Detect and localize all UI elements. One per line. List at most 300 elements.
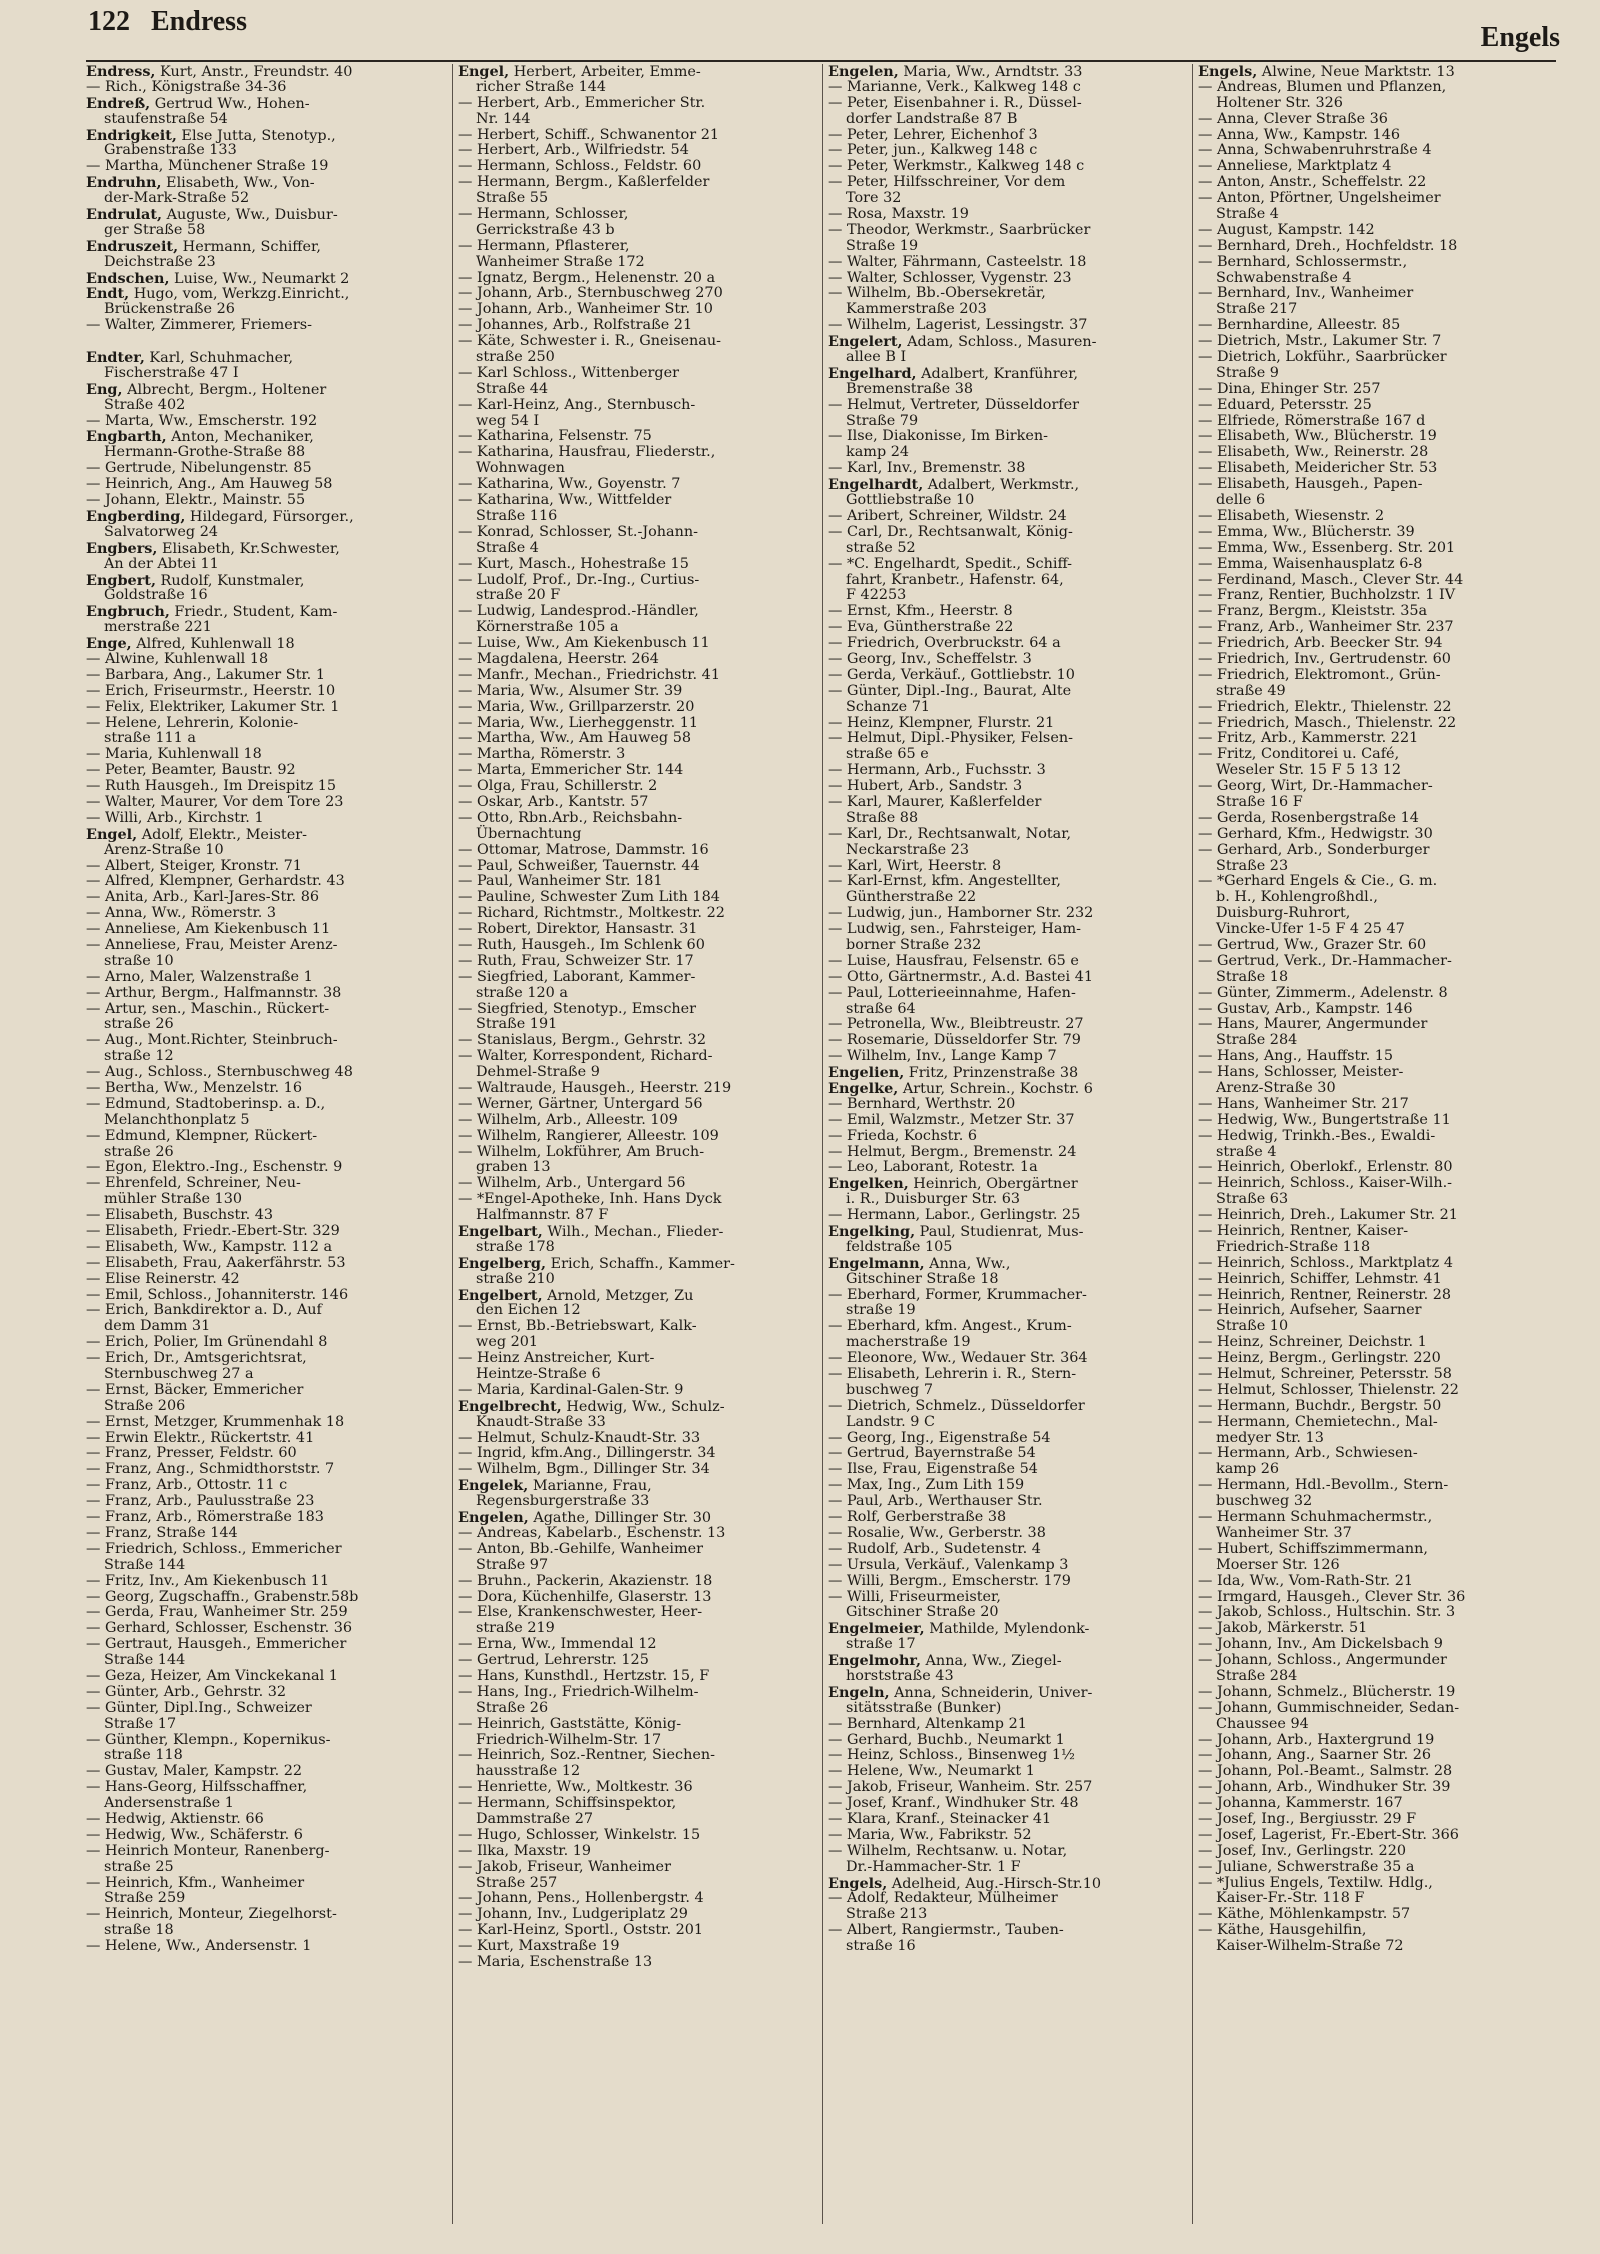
directory-entry-line: — Hermann, Schloss., Feldstr. 60 [458,158,702,175]
directory-entry-line: Landstr. 9 C [846,1413,935,1430]
directory-entry-line: — Heinrich, Dreh., Lakumer Str. 21 [1198,1207,1458,1224]
directory-entry-line: — Elisabeth, Buschstr. 43 [86,1207,274,1224]
directory-entry-line: — Hubert, Schiffszimmermann, [1198,1540,1428,1557]
directory-entry-line: — Anna, Schwabenruhrstraße 4 [1198,142,1432,159]
directory-entry-line: Engelek, Marianne, Frau, [458,1477,652,1495]
directory-entry-line: — Ehrenfeld, Schreiner, Neu- [86,1175,301,1192]
directory-entry-line: — Fritz, Inv., Am Kiekenbusch 11 [86,1572,330,1589]
directory-entry-line: Halfmannstr. 87 F [476,1207,609,1224]
directory-entry-line: — Oskar, Arb., Kantstr. 57 [458,793,649,810]
directory-entry-line: — Elisabeth, Frau, Aakerfährstr. 53 [86,1254,346,1271]
directory-entry-line: Straße 284 [1216,1032,1298,1049]
directory-entry-line: — Richard, Richtmstr., Moltkestr. 22 [458,905,725,922]
column-divider [452,64,453,2224]
directory-entry-line: — Eberhard, kfm. Angest., Krum- [828,1318,1072,1335]
directory-entry-line: — Ilka, Maxstr. 19 [458,1842,592,1859]
directory-entry-line: — Anita, Arb., Karl-Jares-Str. 86 [86,889,320,906]
directory-entry-line: — Rudolf, Arb., Sudetenstr. 4 [828,1540,1041,1557]
directory-entry-line: — Hubert, Arb., Sandstr. 3 [828,778,1023,795]
directory-entry-line: Engels, Alwine, Neue Marktstr. 13 [1198,64,1455,80]
directory-entry-line: — Alfred, Klempner, Gerhardstr. 43 [86,873,345,890]
directory-entry-line: — Hermann, Schlosser, [458,206,629,223]
directory-entry-line: weg 201 [476,1334,539,1351]
directory-entry-line: — Anton, Bb.-Gehilfe, Wanheimer [458,1540,704,1557]
directory-entry-line: Wanheimer Straße 172 [476,253,645,270]
header-rule [86,60,1556,62]
directory-entry-line: straße 118 [104,1747,183,1764]
directory-entry-line: — Elise Reinerstr. 42 [86,1270,240,1287]
directory-entry-line: Straße 88 [846,809,919,826]
directory-entry-line: Weseler Str. 15 F 5 13 12 [1216,762,1402,779]
directory-entry-line: Engelbert, Arnold, Metzger, Zu [458,1286,694,1304]
directory-entry-line: buschweg 7 [846,1381,933,1398]
directory-entry-line: Endt, Hugo, vom, Werkzg.Einricht., [86,285,350,303]
directory-entry-line: — Friedrich, Overbruckstr. 64 a [828,635,1061,652]
directory-entry-line: Dammstraße 27 [476,1810,594,1827]
directory-entry-line: straße 25 [104,1858,174,1875]
directory-entry-line: Endreß, Gertrud Ww., Hohen- [86,94,310,112]
directory-entry-line: — Hans, Ang., Hauffstr. 15 [1198,1048,1394,1065]
directory-entry-line: — Heinrich, Soz.-Rentner, Siechen- [458,1747,715,1764]
directory-entry-line: straße 19 [846,1302,916,1319]
directory-entry-line: — Konrad, Schlosser, St.-Johann- [458,523,699,540]
directory-entry-line: — Peter, Beamter, Baustr. 92 [86,762,296,779]
directory-entry-line: — Heinz, Schreiner, Deichstr. 1 [1198,1334,1427,1351]
directory-entry-line: Straße 259 [104,1890,186,1907]
directory-entry-line: — Kurt, Masch., Hohestraße 15 [458,555,689,572]
directory-entry-line: Enge, Alfred, Kuhlenwall 18 [86,635,295,653]
directory-entry-line: — Josef, Lagerist, Fr.-Ebert-Str. 366 [1198,1826,1459,1843]
directory-entry-line: merstraße 221 [104,619,212,636]
directory-entry-line: — Wilhelm, Rechtsanw. u. Notar, [828,1842,1068,1859]
directory-entry-line: — Arno, Maler, Walzenstraße 1 [86,968,313,985]
directory-entry-line: Straße 4 [1216,206,1279,223]
directory-entry-line: — Helene, Ww., Neumarkt 1 [828,1763,1035,1780]
directory-entry-line: — Maria, Kuhlenwall 18 [86,746,262,763]
directory-entry-line: — Gustav, Arb., Kampstr. 146 [1198,1000,1413,1017]
directory-entry-line: — Hermann, Arb., Fuchsstr. 3 [828,762,1046,779]
directory-entry-line: — Willi, Friseurmeister, [828,1588,1001,1605]
directory-entry-line: — Heinrich, Gaststätte, König- [458,1715,682,1732]
directory-column-4 [1198,64,1552,1955]
directory-entry-line: — Ilse, Frau, Eigenstraße 54 [828,1461,1038,1478]
directory-entry-line: — Alwine, Kuhlenwall 18 [86,650,269,667]
directory-entry-line: — Rolf, Gerberstraße 38 [828,1509,1007,1526]
directory-entry-line: — Aug., Schloss., Sternbuschweg 48 [86,1064,353,1081]
directory-entry-line: — Franz, Arb., Römerstraße 183 [86,1509,324,1526]
directory-entry-line: — Ludwig, jun., Hamborner Str. 232 [828,905,1094,922]
directory-entry-line: — Wilhelm, Arb., Alleestr. 109 [458,1111,678,1128]
directory-entry-line: — Johann, Pol.-Beamt., Salmstr. 28 [1198,1763,1453,1780]
directory-entry-line: — Heinrich, Ang., Am Hauweg 58 [86,476,333,493]
directory-entry-line: straße 20 F [476,587,561,604]
directory-entry-line: — Heinrich, Schloss., Marktplatz 4 [1198,1254,1453,1271]
directory-entry-line: — Wilhelm, Arb., Untergard 56 [458,1175,686,1192]
directory-entry-line: — Franz, Arb., Paulusstraße 23 [86,1493,315,1510]
directory-entry-line: — Gerhard, Buchb., Neumarkt 1 [828,1731,1065,1748]
directory-entry-line: — Eduard, Petersstr. 25 [1198,396,1372,413]
directory-entry-line: — Karl, Dr., Rechtsanwalt, Notar, [828,825,1072,842]
directory-entry-line: — Käte, Schwester i. R., Gneisenau- [458,333,721,350]
directory-entry-line: — Martha, Römerstr. 3 [458,746,626,763]
directory-entry-line: — Josef, Kranf., Windhuker Str. 48 [828,1795,1079,1812]
directory-entry-line: — Karl Schloss., Wittenberger [458,364,680,381]
directory-entry-line: Eng, Albrecht, Bergm., Holtener [86,380,327,398]
directory-entry-line: — Walter, Fährmann, Casteelstr. 18 [828,253,1087,270]
directory-entry-line: — Gerhard, Kfm., Hedwigstr. 30 [1198,825,1433,842]
directory-entry-line: Straße 55 [476,190,549,207]
directory-entry-line: — Martha, Münchener Straße 19 [86,158,329,175]
directory-entry-line: Engelmohr, Anna, Ww., Ziegel- [828,1652,1062,1670]
directory-entry-line: — Helene, Lehrerin, Kolonie- [86,714,299,731]
directory-entry-line: Engel, Adolf, Elektr., Meister- [86,825,307,843]
directory-entry-line: Andersenstraße 1 [104,1795,234,1812]
directory-entry-line: straße 219 [476,1620,555,1637]
directory-entry-line: — Jakob, Schloss., Hultschin. Str. 3 [1198,1604,1456,1621]
column-divider [1192,64,1193,2224]
directory-entry-line: Regensburgerstraße 33 [476,1493,650,1510]
directory-entry-line: Engelert, Adam, Schloss., Masuren- [828,333,1097,351]
directory-entry-line: Sternbuschweg 27 a [104,1366,254,1383]
directory-entry-line: — Albert, Steiger, Kronstr. 71 [86,857,302,874]
directory-entry-line: — Andreas, Kabelarb., Eschenstr. 13 [458,1524,726,1541]
directory-entry-line: — Friedrich, Elektromont., Grün- [1198,666,1441,683]
directory-entry-line: sitätsstraße (Bunker) [846,1699,1002,1716]
directory-entry-line: Engbarth, Anton, Mechaniker, [86,428,314,446]
column-divider [822,64,823,2224]
directory-entry-line: — Bruhn., Packerin, Akazienstr. 18 [458,1572,713,1589]
directory-entry-line: Brückenstraße 26 [104,301,235,318]
directory-entry-line: Engelbrecht, Hedwig, Ww., Schulz- [458,1397,725,1415]
directory-entry-line: — Helmut, Schulz-Knaudt-Str. 33 [458,1429,701,1446]
directory-entry-line: — Wilhelm, Lokführer, Am Bruch- [458,1143,705,1160]
directory-entry-line: — Helmut, Bergm., Bremenstr. 24 [828,1143,1077,1160]
directory-entry-line: — Dietrich, Lokführ., Saarbrücker [1198,349,1447,366]
directory-entry-line: Salvatorweg 24 [104,523,219,540]
directory-entry-line: — Johannes, Arb., Rolfstraße 21 [458,317,693,334]
directory-entry-line: — Hermann, Pflasterer, [458,237,630,254]
directory-entry-line: — Emma, Ww., Blücherstr. 39 [1198,523,1415,540]
directory-entry-line: — Anton, Anstr., Scheffelstr. 22 [1198,174,1427,191]
directory-entry-line: — Anton, Pförtner, Ungelsheimer [1198,190,1441,207]
directory-entry-line: — Jakob, Friseur, Wanheimer [458,1858,671,1875]
directory-entry-line: F 42253 [846,587,907,604]
directory-entry-line: Engelien, Fritz, Prinzenstraße 38 [828,1064,1079,1082]
directory-entry-line: — Johann, Pens., Hollenbergstr. 4 [458,1890,704,1907]
directory-entry-line: Chaussee 94 [1216,1715,1309,1732]
directory-entry-line: Straße 79 [846,412,919,429]
directory-entry-line: — Arthur, Bergm., Halfmannstr. 38 [86,984,342,1001]
directory-entry-line: — *Engel-Apotheke, Inh. Hans Dyck [458,1191,722,1208]
directory-entry-line: — Eleonore, Ww., Wedauer Str. 364 [828,1350,1088,1367]
directory-entry-line: — Leo, Laborant, Rotestr. 1a [828,1159,1038,1176]
directory-entry-line: Engelberg, Erich, Schaffn., Kammer- [458,1254,735,1272]
directory-entry-line: straße 64 [846,1000,916,1017]
directory-entry-line: — Hedwig, Ww., Bungertstraße 11 [1198,1111,1451,1128]
directory-entry-line: Kaiser-Wilhelm-Straße 72 [1216,1938,1404,1955]
directory-entry-line: — Helmut, Dipl.-Physiker, Felsen- [828,730,1073,747]
directory-entry-line: — *Gerhard Engels & Cie., G. m. [1198,873,1438,890]
directory-entry-line: Güntherstraße 22 [846,889,977,906]
directory-entry-line: — Maria, Eschenstraße 13 [458,1953,653,1970]
directory-entry-line: — Johann, Schmelz., Blücherstr. 19 [1198,1683,1456,1700]
directory-entry-line: — Maria, Ww., Grillparzerstr. 20 [458,698,695,715]
directory-entry-line: — Otto, Rbn.Arb., Reichsbahn- [458,809,683,826]
directory-entry-line: — Karl, Wirt, Heerstr. 8 [828,857,1002,874]
directory-entry-line: — Wilhelm, Rangierer, Alleestr. 109 [458,1127,719,1144]
directory-entry-line: — Hermann, Schiffsinspektor, [458,1795,677,1812]
directory-entry-line: — Johann, Gummischneider, Sedan- [1198,1699,1460,1716]
directory-entry-line: — Ottomar, Matrose, Dammstr. 16 [458,841,709,858]
directory-entry-line: — Olga, Frau, Schillerstr. 2 [458,778,658,795]
directory-entry-line: — Kurt, Maxstraße 19 [458,1938,620,1955]
directory-entry-line: — Elisabeth, Lehrerin i. R., Stern- [828,1366,1077,1383]
directory-entry-line: — Franz, Rentier, Buchholzstr. 1 IV [1198,587,1456,604]
directory-entry-line: Holtener Str. 326 [1216,94,1343,111]
directory-entry-line: — Walter, Maurer, Vor dem Tore 23 [86,793,344,810]
directory-entry-line: Vincke-Ufer 1-5 F 4 25 47 [1216,921,1405,938]
directory-entry-line: — Anna, Ww., Kampstr. 146 [1198,126,1401,143]
directory-entry-line: — Anneliese, Marktplatz 4 [1198,158,1392,175]
directory-entry-line: — Felix, Elektriker, Lakumer Str. 1 [86,698,340,715]
directory-entry-line: Goldstraße 16 [104,587,208,604]
directory-entry-line: — Bernhard, Altenkamp 21 [828,1715,1027,1732]
directory-entry-line: — Manfr., Mechan., Friedrichstr. 41 [458,666,720,683]
directory-entry-line: — Ernst, Bäcker, Emmericher [86,1381,304,1398]
directory-entry-line: Hermann-Grothe-Straße 88 [104,444,306,461]
directory-entry-line: Friedrich-Straße 118 [1216,1238,1371,1255]
directory-entry-line: — Wilhelm, Inv., Lange Kamp 7 [828,1048,1057,1065]
directory-entry-line: Wanheimer Str. 37 [1216,1524,1352,1541]
directory-entry-line: — Emil, Walzmstr., Metzer Str. 37 [828,1111,1075,1128]
directory-entry-line: — Peter, Hilfsschreiner, Vor dem [828,174,1066,191]
directory-entry-line: b. H., Kohlengroßhdl., [1216,889,1378,906]
directory-entry-line: — Hermann, Chemietechn., Mal- [1198,1413,1438,1430]
directory-entry-line: — Erich, Polier, Im Grünendahl 8 [86,1334,328,1351]
directory-entry-line: Melanchthonplatz 5 [104,1111,250,1128]
directory-entry-line: Straße 9 [1216,364,1279,381]
directory-entry-line: — Maria, Ww., Fabrikstr. 52 [828,1826,1032,1843]
directory-entry-line: — Elisabeth, Meidericher Str. 53 [1198,460,1438,477]
directory-entry-line: Neckarstraße 23 [846,841,969,858]
directory-entry-line: — Johanna, Kammerstr. 167 [1198,1795,1403,1812]
directory-entry-line: — Karl-Heinz, Ang., Sternbusch- [458,396,696,413]
directory-entry-line: Gitschiner Straße 18 [846,1270,999,1287]
directory-entry-line: — Hans, Schlosser, Meister- [1198,1064,1404,1081]
directory-entry-line: — Georg, Zugschaffn., Grabenstr.58b [86,1588,359,1605]
directory-entry-line: i. R., Duisburger Str. 63 [846,1191,1021,1208]
directory-entry-line: — Heinz Anstreicher, Kurt- [458,1350,655,1367]
directory-entry-line: Straße 402 [104,396,186,413]
directory-entry-line: — Otto, Gärtnermstr., A.d. Bastei 41 [828,968,1094,985]
directory-entry-line: Straße 217 [1216,301,1298,318]
directory-entry-line: staufenstraße 54 [104,110,228,127]
directory-entry-line: — Ludolf, Prof., Dr.-Ing., Curtius- [458,571,700,588]
directory-entry-line: — Klara, Kranf., Steinacker 41 [828,1810,1052,1827]
directory-entry-line: straße 120 a [476,984,568,1001]
directory-entry-line: medyer Str. 13 [1216,1429,1324,1446]
directory-entry-line: — Gertrude, Nibelungenstr. 85 [86,460,312,477]
directory-entry-line: — Walter, Schlosser, Vygenstr. 23 [828,269,1072,286]
directory-entry-line: — Hermann, Labor., Gerlingstr. 25 [828,1207,1081,1224]
directory-entry-line: — Else, Krankenschwester, Heer- [458,1604,703,1621]
directory-entry-line: Arenz-Straße 10 [104,841,224,858]
directory-entry-line: — Heinz, Bergm., Gerlingstr. 220 [1198,1350,1441,1367]
directory-entry-line: Arenz-Straße 30 [1216,1080,1336,1096]
directory-entry-line: Straße 44 [476,380,549,397]
directory-entry-line: — Johann, Elektr., Mainstr. 55 [86,492,306,509]
directory-entry-line: An der Abtei 11 [104,555,219,572]
directory-entry-line: — August, Kampstr. 142 [1198,221,1375,238]
directory-entry-line: — Erich, Dr., Amtsgerichtsrat, [86,1350,307,1367]
directory-entry-line: — Ferdinand, Masch., Clever Str. 44 [1198,571,1464,588]
directory-entry-line: — Helmut, Vertreter, Düsseldorfer [828,396,1080,413]
directory-entry-line: dem Damm 31 [104,1318,211,1335]
directory-entry-line: — Marta, Emmericher Str. 144 [458,762,684,779]
directory-entry-line: — Elfriede, Römerstraße 167 d [1198,412,1426,429]
directory-entry-line: fahrt, Kranbetr., Hafenstr. 64, [846,571,1064,588]
directory-entry-line: Straße 63 [1216,1191,1289,1208]
directory-entry-line: — Wilhelm, Lagerist, Lessingstr. 37 [828,317,1088,334]
directory-entry-line: — Andreas, Blumen und Pflanzen, [1198,78,1447,95]
directory-entry-line: — Karl, Maurer, Kaßlerfelder [828,793,1042,810]
directory-entry-line: mühler Straße 130 [104,1191,243,1208]
directory-entry-line: Straße 284 [1216,1667,1298,1684]
directory-entry-line: — Werner, Gärtner, Untergard 56 [458,1095,703,1112]
directory-entry-line: — Rosalie, Ww., Gerberstr. 38 [828,1524,1046,1541]
directory-entry-line: — Heinrich, Kfm., Wanheimer [86,1874,305,1891]
directory-entry-line: Straße 116 [476,507,558,524]
directory-entry-line: — Paul, Arb., Werthauser Str. [828,1493,1043,1510]
directory-entry-line: — Hans, Maurer, Angermunder [1198,1016,1428,1033]
directory-entry-line: — Gertrud, Bayernstraße 54 [828,1445,1036,1462]
directory-entry-line: — Hans, Ing., Friedrich-Wilhelm- [458,1683,699,1700]
directory-entry-line: Tore 32 [846,190,902,207]
directory-entry-line: Knaudt-Straße 33 [476,1413,606,1430]
directory-entry-line: — Gertraut, Hausgeh., Emmericher [86,1636,347,1653]
directory-entry-line: — Franz, Bergm., Kleiststr. 35a [1198,603,1428,620]
directory-entry-line: — Theodor, Werkmstr., Saarbrücker [828,221,1091,238]
directory-entry-line: — Luise, Ww., Am Kiekenbusch 11 [458,635,710,652]
directory-entry-line: — Johann, Arb., Windhuker Str. 39 [1198,1779,1451,1796]
directory-entry-line: dorfer Landstraße 87 B [846,110,1018,127]
directory-entry-line: straße 210 [476,1270,555,1287]
directory-entry-line: — Heinz, Klempner, Flurstr. 21 [828,714,1055,731]
directory-entry-line: — Wilhelm, Bb.-Obersekretär, [828,285,1046,302]
directory-entry-line: — Elisabeth, Ww., Kampstr. 112 a [86,1238,333,1255]
directory-entry-line: — Adolf, Redakteur, Mülheimer [828,1890,1058,1907]
directory-entry-line: — Josef, Inv., Gerlingstr. 220 [1198,1842,1407,1859]
directory-entry-line: — Ernst, Bb.-Betriebswart, Kalk- [458,1318,697,1335]
directory-entry-line: — Johann, Arb., Wanheimer Str. 10 [458,301,713,318]
directory-entry-line: buschweg 32 [1216,1493,1313,1510]
directory-entry-line: — Helmut, Schreiner, Petersstr. 58 [1198,1366,1452,1383]
directory-entry-line: — Bernhard, Schlossermstr., [1198,253,1408,270]
directory-entry-line: — Aribert, Schreiner, Wildstr. 24 [828,507,1067,524]
directory-entry-line: — Franz, Ang., Schmidthorststr. 7 [86,1461,335,1478]
directory-entry-line: — Katharina, Felsenstr. 75 [458,428,652,445]
directory-entry-line: — Rosemarie, Düsseldorfer Str. 79 [828,1032,1081,1049]
directory-entry-line: — Gerda, Frau, Wanheimer Str. 259 [86,1604,348,1621]
directory-entry-line: richer Straße 144 [476,78,607,95]
directory-column-1 [86,64,440,1955]
directory-entry-line: Straße 191 [476,1016,558,1033]
directory-entry-line: — Friedrich, Elektr., Thielenstr. 22 [1198,698,1452,715]
directory-entry-line: Endrigkeit, Else Jutta, Stenotyp., [86,126,336,144]
directory-entry-line: — Ursula, Verkäuf., Valenkamp 3 [828,1556,1069,1573]
directory-entry-line: — Egon, Elektro.-Ing., Eschenstr. 9 [86,1159,343,1176]
directory-entry-line: — Gerhard, Schlosser, Eschenstr. 36 [86,1620,353,1637]
directory-entry-line: — Gerda, Rosenbergstraße 14 [1198,809,1419,826]
directory-entry-line: — Heinrich, Schiffer, Lehmstr. 41 [1198,1270,1442,1287]
directory-entry-line: — Peter, Werkmstr., Kalkweg 148 c [828,158,1085,175]
directory-entry-line: kamp 24 [846,444,910,461]
directory-entry-line: straße 65 e [846,746,929,763]
directory-entry-line: Engelken, Heinrich, Obergärtner [828,1175,1078,1193]
directory-entry-line: — Anneliese, Am Kiekenbusch 11 [86,921,331,938]
directory-entry-line: Straße 213 [846,1906,928,1923]
directory-entry-line: Fischerstraße 47 I [104,364,239,381]
directory-entry-line: Straße 18 [1216,968,1289,985]
directory-entry-line: — Peter, Lehrer, Eichenhof 3 [828,126,1038,143]
directory-entry-line: — Ludwig, Landesprod.-Händler, [458,603,699,620]
directory-entry-line: — Ruth Hausgeh., Im Dreispitz 15 [86,778,337,795]
directory-entry-line: Straße 206 [104,1397,186,1414]
directory-entry-line: — Gertrud, Lehrerstr. 125 [458,1652,649,1669]
directory-entry-line: Engelhardt, Adalbert, Werkmstr., [828,476,1080,494]
page-number: 122 [88,6,130,37]
directory-entry-line: Bremenstraße 38 [846,380,974,397]
directory-entry-line: — Hedwig, Aktienstr. 66 [86,1810,264,1827]
directory-entry-line: — Dora, Küchenhilfe, Glaserstr. 13 [458,1588,712,1605]
directory-entry-line: — Günter, Dipl.-Ing., Baurat, Alte [828,682,1072,699]
directory-entry-line: — Paul, Wanheimer Str. 181 [458,873,663,890]
directory-entry-line: — Johann, Arb., Sternbuschweg 270 [458,285,723,302]
directory-entry-line: Engelen, Maria, Ww., Arndtstr. 33 [828,64,1083,80]
directory-entry-line: Endress, Kurt, Anstr., Freundstr. 40 [86,64,353,80]
directory-entry-line: hausstraße 12 [476,1763,581,1780]
directory-entry-line: — Hedwig, Ww., Schäferstr. 6 [86,1826,303,1843]
page-header-left [88,6,247,38]
directory-entry-line: — Günter, Zimmerm., Adelenstr. 8 [1198,984,1448,1001]
directory-entry-line: — Aug., Mont.Richter, Steinbruch- [86,1032,338,1049]
directory-entry-line: — Wilhelm, Bgm., Dillinger Str. 34 [458,1461,710,1478]
directory-entry-line: — Emil, Schloss., Johanniterstr. 146 [86,1286,349,1303]
directory-entry-line: Engeln, Anna, Schneiderin, Univer- [828,1683,1093,1701]
directory-entry-line: Kaiser-Fr.-Str. 118 F [1216,1890,1365,1907]
directory-entry-line: — Martha, Ww., Am Hauweg 58 [458,730,692,747]
directory-entry-line: — Barbara, Ang., Lakumer Str. 1 [86,666,325,683]
directory-entry-line: — Günter, Dipl.Ing., Schweizer [86,1699,312,1716]
directory-entry-line: straße 26 [104,1016,174,1033]
directory-entry-line: — Helene, Ww., Andersenstr. 1 [86,1938,312,1955]
directory-entry-line: Straße 144 [104,1556,186,1573]
directory-entry-line: Grabenstraße 133 [104,142,237,159]
directory-entry-line: — Walter, Zimmerer, Friemers- [86,317,312,334]
directory-entry-line: — Maria, Ww., Lierheggenstr. 11 [458,714,699,731]
directory-entry-line: Friedrich-Wilhelm-Str. 17 [476,1731,662,1748]
directory-entry-line: Straße 97 [476,1556,549,1573]
directory-entry-line: — Katharina, Ww., Goyenstr. 7 [458,476,681,493]
directory-entry-line: — Emma, Ww., Essenberg. Str. 201 [1198,539,1456,556]
directory-entry-line: — Hans, Kunsthdl., Hertzstr. 15, F [458,1667,710,1684]
directory-entry-line: — Herbert, Arb., Emmericher Str. [458,94,706,111]
directory-entry-line: — Irmgard, Hausgeh., Clever Str. 36 [1198,1588,1466,1605]
directory-entry-line: Engelmeier, Mathilde, Mylendonk- [828,1620,1090,1638]
directory-entry-line: Engelbart, Wilh., Mechan., Flieder- [458,1223,724,1241]
directory-entry-line: — Erich, Friseurmstr., Heerstr. 10 [86,682,336,699]
directory-entry-line: borner Straße 232 [846,936,982,953]
